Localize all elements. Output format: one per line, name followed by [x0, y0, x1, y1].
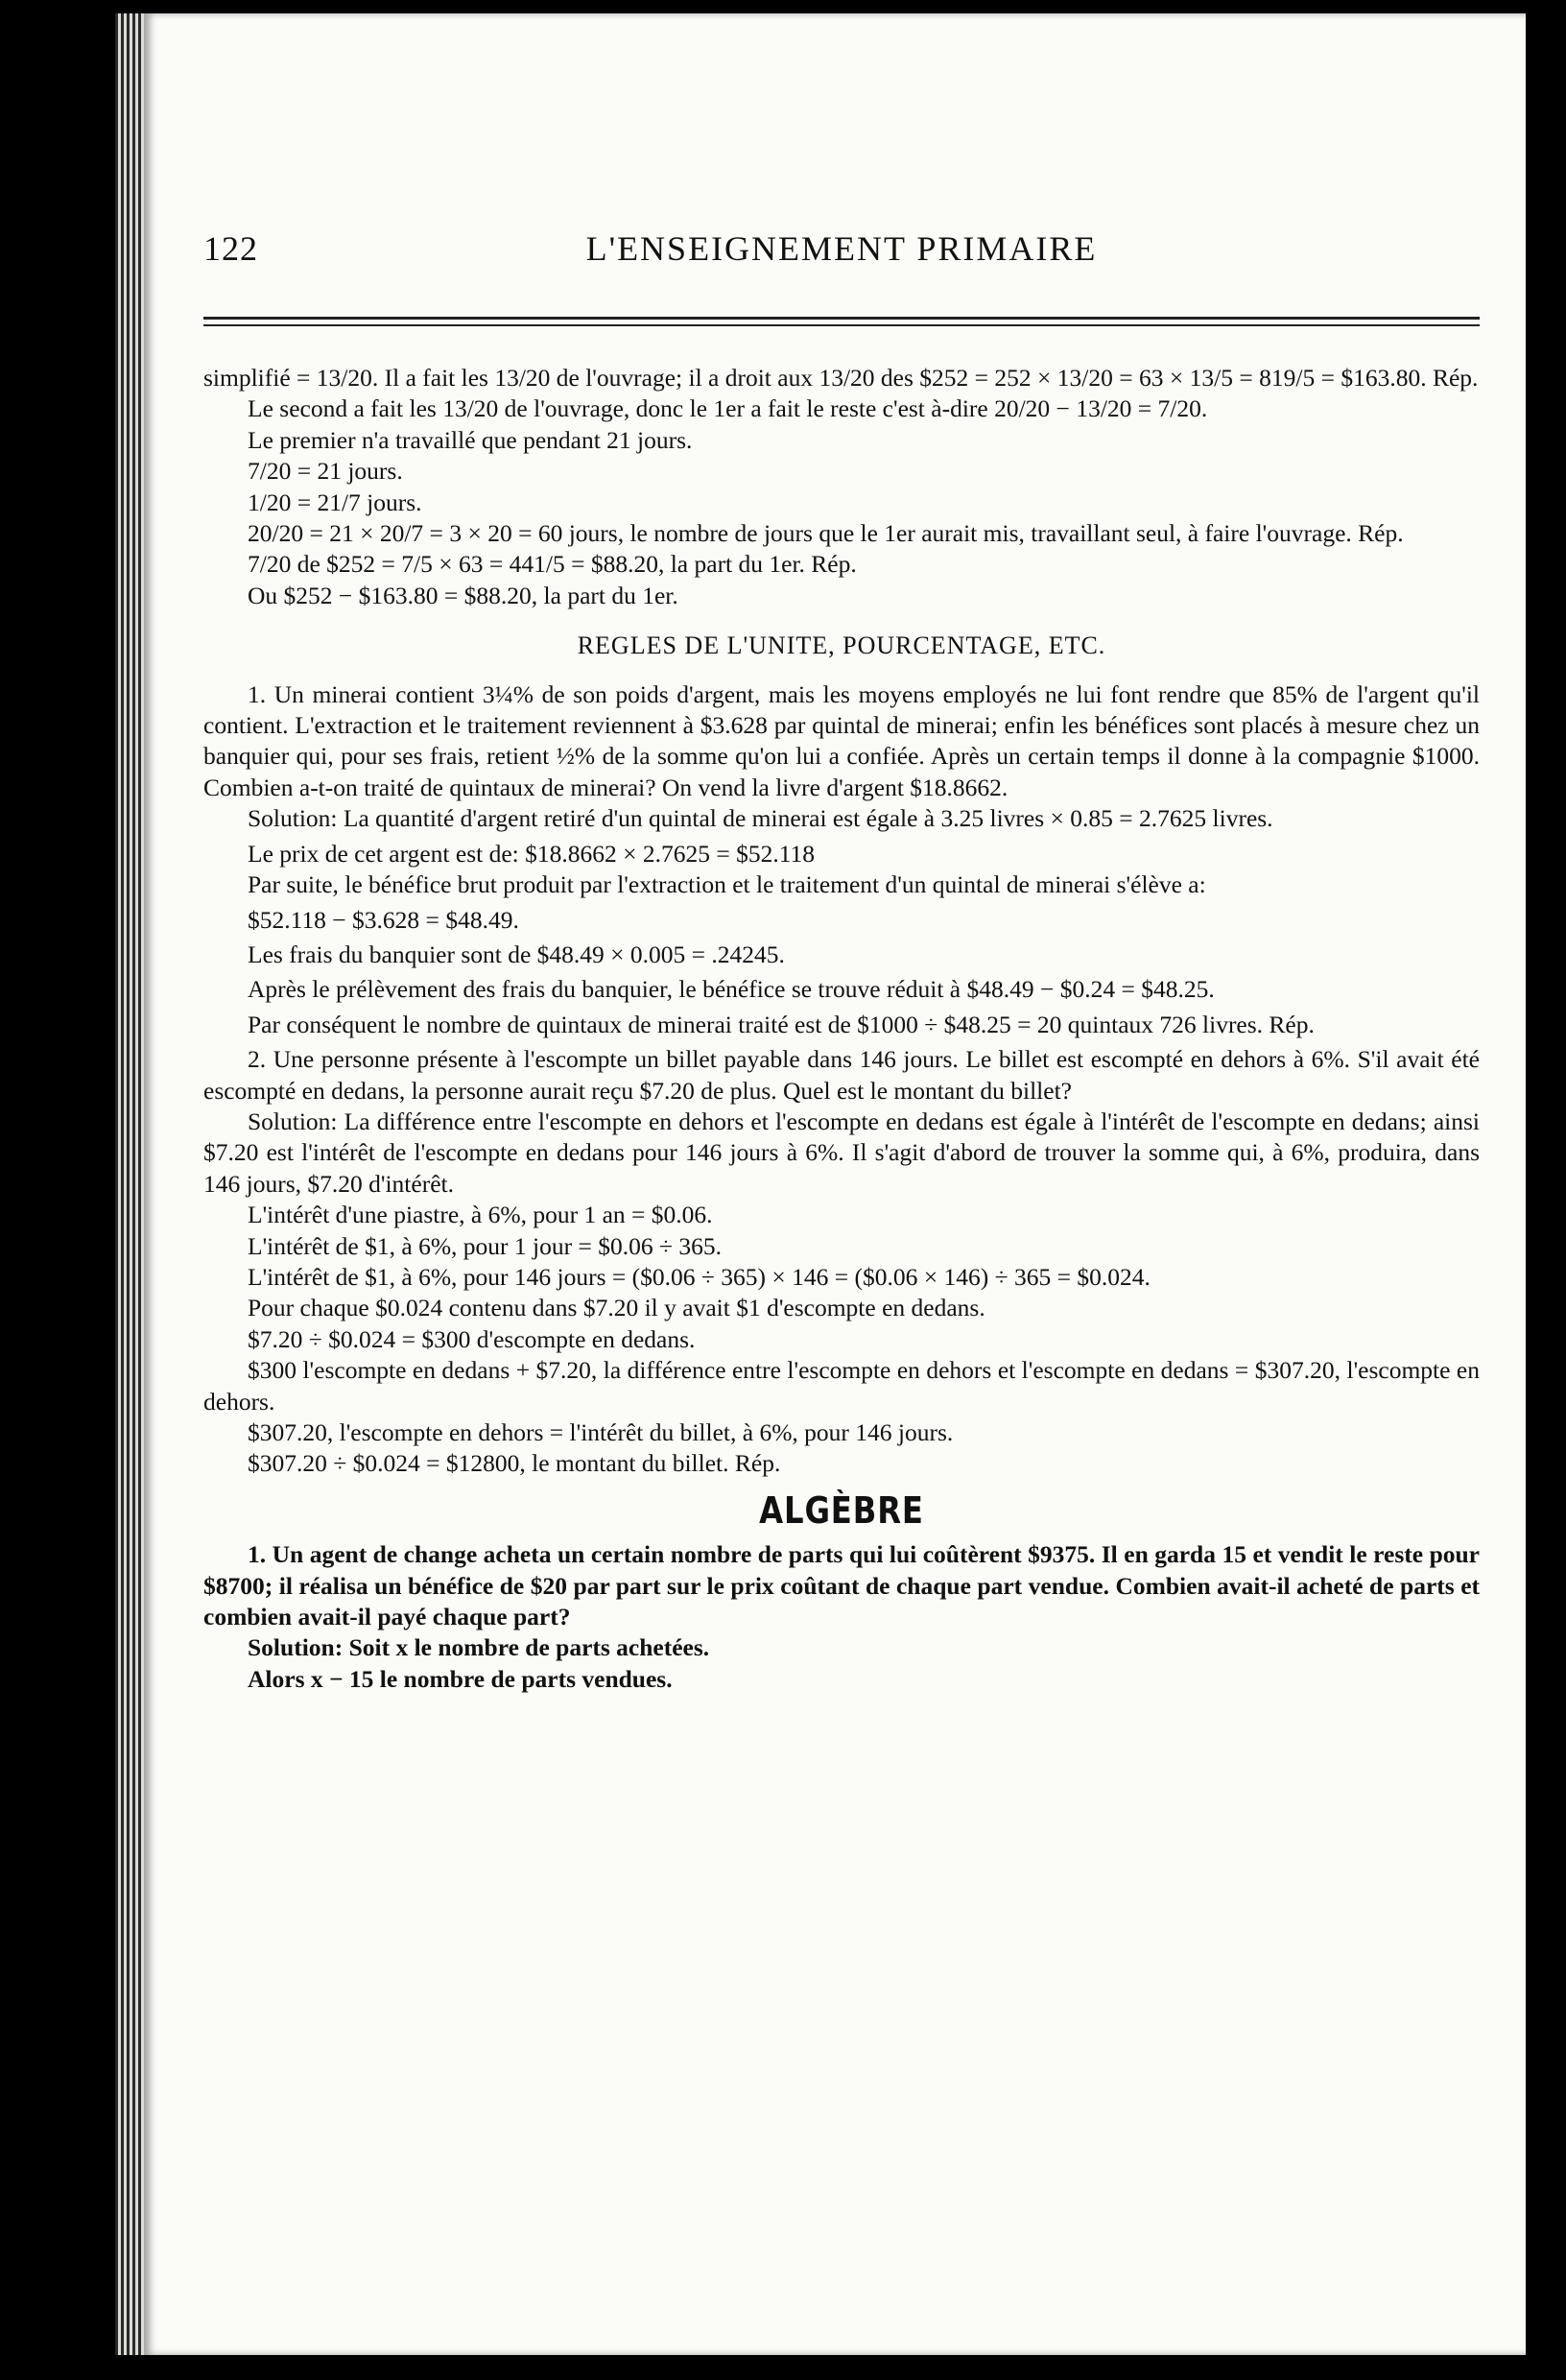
problem-2: 2. Une personne présente à l'escompte un billet payable dans 146 jours. Le billet est escompté en dehors à 6%. S'il avait été escompté en dedans, la personne aurait reçu $7.20 de plus. Quel est le montant du billet?: [203, 1045, 1480, 1105]
problem-algebra-1: 1. Un agent de change acheta un certain nombre de parts qui lui coûtèrent $9375. Il en garda 15 et vendit le reste pour $8700; il réalisa un bénéfice de $20 par part sur le prix coûtant de chaque part vendue. Combien avait-il acheté de parts et combien avait-il payé chaque part?: [203, 1540, 1480, 1631]
text-line: Ou $252 − $163.80 = $88.20, la part du 1er.: [248, 581, 678, 609]
text-line: Par conséquent le nombre de quintaux de minerai traité est de $1000 ÷ $48.25 = 20 quintaux 726 livres. Rép.: [248, 1010, 1315, 1038]
text-line: $300 l'escompte en dedans + $7.20, la différence entre l'escompte en dehors et l'escompte en dedans = $307.20, l'escompte en dehors.: [203, 1356, 1480, 1416]
text-line: Solution: La quantité d'argent retiré d'un quintal de minerai est égale à 3.25 livres × 0.85 = 2.7625 livres.: [248, 804, 1273, 833]
page-header: [203, 228, 1480, 276]
text-line: Après le prélèvement des frais du banquier, le bénéfice se trouve réduit à $48.49 − $0.24 = $48.25.: [248, 975, 1215, 1004]
text-line: Pour chaque $0.024 contenu dans $7.20 il y avait $1 d'escompte en dedans.: [248, 1294, 985, 1322]
text-line: $307.20, l'escompte en dehors = l'intérêt du billet, à 6%, pour 146 jours.: [248, 1418, 954, 1446]
text-line: Alors x − 15 le nombre de parts vendues.: [248, 1664, 673, 1693]
text-line: 20/20 = 21 × 20/7 = 3 × 20 = 60 jours, le nombre de jours que le 1er aurait mis, travaillant seul, à faire l'ouvrage. Rép.: [248, 519, 1404, 548]
header-rule-thin: [203, 324, 1480, 326]
running-title: L'ENSEIGNEMENT PRIMAIRE: [585, 229, 1098, 268]
text-line: Le prix de cet argent est de: $18.8662 × 2.7625 = $52.118: [248, 839, 816, 868]
text-line: 1/20 = 21/7 jours.: [248, 488, 422, 516]
text-line: $52.118 − $3.628 = $48.49.: [248, 905, 519, 934]
text-line: L'intérêt de $1, à 6%, pour 146 jours = ($0.06 ÷ 365) × 146 = ($0.06 × 146) ÷ 365 = $0.024.: [248, 1262, 1151, 1291]
text-line: Le premier n'a travaillé que pendant 21 jours.: [248, 425, 693, 454]
text-line: Le second a fait les 13/20 de l'ouvrage, donc le 1er a fait le reste c'est à-dire 20/20 − 13/20 = 7/20.: [248, 394, 1208, 423]
text-line: Solution: La différence entre l'escompte en dehors et l'escompte en dedans est égale à l'intérêt de l'escompte en dedans; ainsi $7.20 est l'intérêt de l'escompte en dedans pour 146 jours à 6%. Il s'agit d'abord de trouver la somme qui, à 6%, produira, dans 146 jours, $7.20 d'intérêt.: [203, 1107, 1480, 1198]
text-line: L'intérêt d'une piastre, à 6%, pour 1 an = $0.06.: [248, 1201, 713, 1229]
section-title-algebre: ALGÈBRE: [759, 1488, 924, 1532]
page-number: 122: [203, 229, 258, 268]
text-line: simplifié = 13/20. Il a fait les 13/20 de l'ouvrage; il a droit aux 13/20 des $252 = 252 × 13/20 = 63 × 13/5 = 819/5 = $163.80. Rép.: [203, 364, 1479, 392]
text-line: Les frais du banquier sont de $48.49 × 0.005 = .24245.: [248, 940, 785, 968]
header-rule-thick: [203, 317, 1480, 320]
book-page-edge: [115, 13, 144, 2355]
text-line: 7/20 = 21 jours.: [248, 457, 403, 486]
section-title-regles: REGLES DE L'UNITE, POURCENTAGE, ETC.: [577, 631, 1106, 660]
problem-1: 1. Un minerai contient 3¼% de son poids d'argent, mais les moyens employés ne lui font rendre que 85% de l'argent qu'il contient. L'extraction et le traitement reviennent à $3.628 par quintal de minerai; enfin les bénéfices sont placés à mesure chez un banquier qui, pour ses frais, retient ½% de la somme qu'on lui a confiée. Après un certain temps il donne à la compagnie $1000. Combien a-t-on traité de quintaux de minerai? On vend la livre d'argent $18.8662.: [203, 679, 1480, 801]
text-line: L'intérêt de $1, à 6%, pour 1 jour = $0.06 ÷ 365.: [248, 1231, 723, 1260]
text-line: 7/20 de $252 = 7/5 × 63 = 441/5 = $88.20, la part du 1er. Rép.: [248, 550, 857, 579]
text-line: $7.20 ÷ $0.024 = $300 d'escompte en dedans.: [248, 1324, 696, 1353]
page-body: [203, 363, 1480, 1695]
text-line: $307.20 ÷ $0.024 = $12800, le montant du billet. Rép.: [248, 1449, 781, 1478]
text-line: Par suite, le bénéfice brut produit par l'extraction et le traitement d'un quintal de minerai s'élève a:: [248, 870, 1206, 899]
text-line: Solution: Soit x le nombre de parts achetées.: [248, 1633, 710, 1662]
